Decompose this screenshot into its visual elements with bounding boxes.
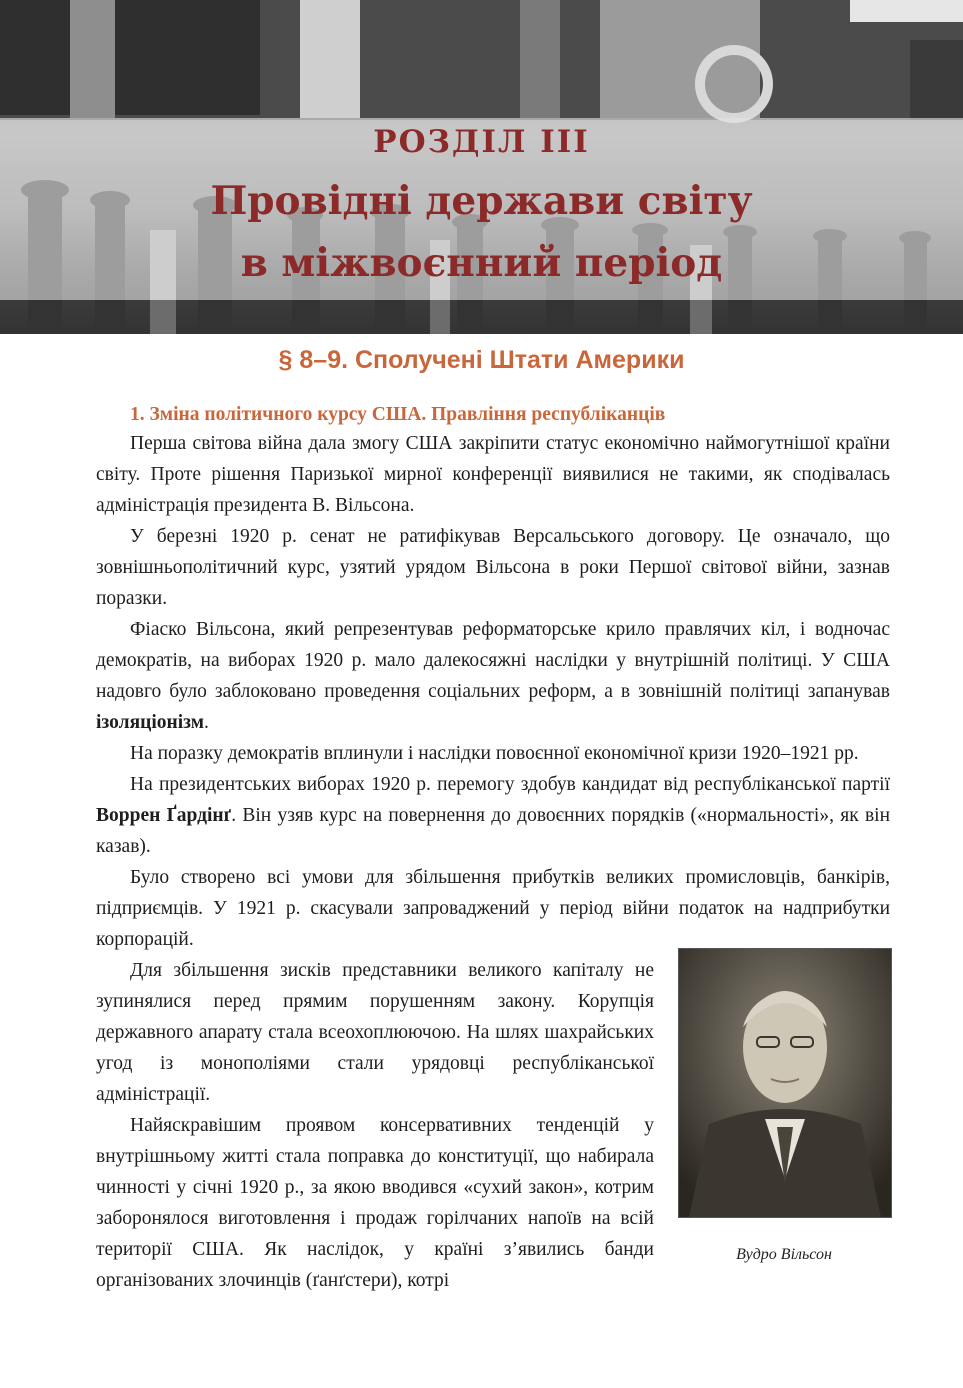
term-bold: ізоляціонізм (96, 712, 205, 733)
paragraph: Найяскравішим проявом консервативних тенденцій у внутрішньому житті стала поправка до конституції, що набирала чинності у січні 1920 р., за якою вводився «сухий закон», котрим заборонялося виготовлення і продаж горілчаних напоїв на всій території США. Як наслідок, у країні з’явились банди організованих злочинців (ґанґстери), котрі (96, 1115, 654, 1291)
paragraph: Для збільшення зисків представники великого капіталу не зупинялися перед прямим порушенням закону. Корупція державного апарату стала всеохоплюючою. На шлях шахрайських угод із монополіями стали урядовці республіканської адміністрації. (96, 960, 654, 1105)
portrait-image (679, 949, 891, 1217)
paragraph-heading: § 8–9. Сполучені Штати Америки (278, 346, 685, 374)
paragraph: Перша світова війна дала змогу США закріпити статус економічно наймогутнішої країни світу. Проте рішення Паризької мирної конференції виявилися не такими, як сподівалась адміністрація президента В. Вільсона. (96, 433, 890, 516)
chapter-banner (0, 0, 963, 334)
chapter-title-line2: в міжвоєнний період (240, 240, 723, 286)
paragraph: На поразку демократів вплинули і наслідки повоєнної економічної кризи 1920–1921 рр. (130, 743, 859, 764)
figure-caption: Вудро Вільсон (736, 1246, 832, 1263)
paragraph: На президентських виборах 1920 р. перемогу здобув кандидат від республіканської партії Воррен Ґардінґ. Він узяв курс на повернення до довоєнних порядків («нормальності», як він казав). (96, 774, 891, 857)
portrait-photo (678, 948, 892, 1218)
subsection-heading: 1. Зміна політичного курсу США. Правління республіканців (130, 404, 666, 425)
name-bold: Воррен Ґардінґ (96, 805, 232, 826)
section-label: РОЗДІЛ ІІІ (373, 124, 590, 160)
chapter-title-line1: Провідні держави світу (210, 178, 753, 224)
paragraph: У березні 1920 р. сенат не ратифікував Версальського договору. Це означало, що зовнішньополітичний курс, узятий урядом Вільсона в роки Першої світової війни, зазнав поразки. (96, 526, 890, 609)
paragraph: Фіаско Вільсона, який репрезентував реформаторське крило правлячих кіл, і водночас демократів, на виборах 1920 р. мало далекосяжні наслідки у внутрішній політиці. У США надовго було заблоковано проведення соціальних реформ, а в зовнішній політиці запанував ізоляціонізм. (96, 619, 890, 733)
paragraph: Було створено всі умови для збільшення прибутків великих промисловців, банкірів, підприємців. У 1921 р. скасували запроваджений у період війни податок на надприбутки корпорацій. (96, 867, 890, 950)
